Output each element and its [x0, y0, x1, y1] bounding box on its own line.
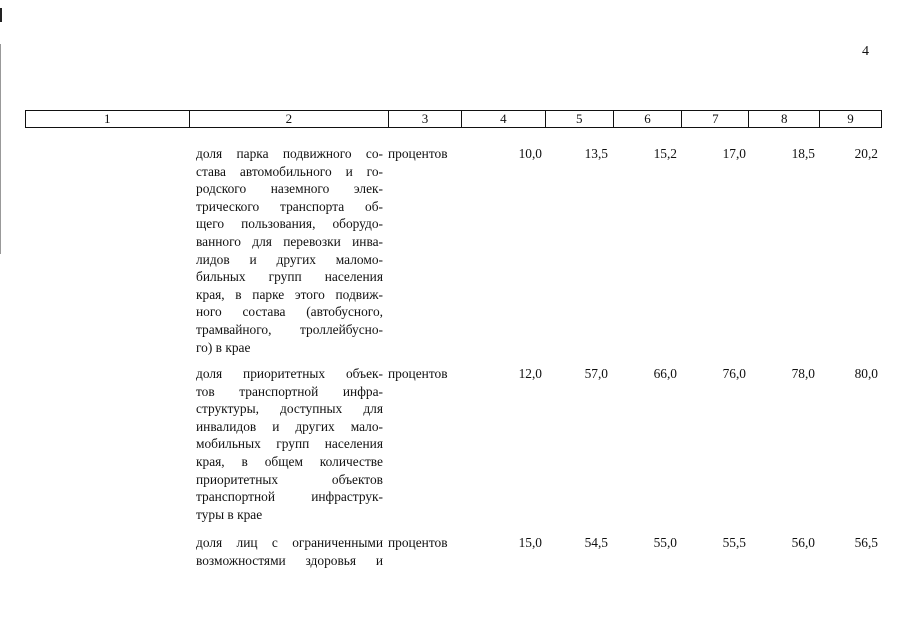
description-line: трамвайного, троллейбусно- [196, 321, 383, 337]
description-line: родского наземного элек- [196, 181, 383, 197]
description-line: края, в парке этого подвиж- [196, 286, 383, 302]
description-line: трического транспорта об- [196, 198, 383, 214]
header-col-8: 8 [749, 111, 820, 127]
description-line: лидов и других маломо- [196, 251, 383, 267]
page-number: 4 [862, 44, 869, 59]
header-col-1: 1 [26, 111, 190, 127]
value-col-5: 57,0 [584, 366, 608, 381]
description-line: доля приоритетных объек- [196, 366, 383, 381]
description-line: бильных групп населения [196, 269, 383, 285]
header-col-6: 6 [614, 111, 683, 127]
value-col-6: 15,2 [653, 146, 677, 161]
description-line: става автомобильного и го- [196, 163, 383, 179]
edge-line [0, 44, 1, 254]
header-col-5: 5 [546, 111, 614, 127]
description-line: туры в крае [196, 506, 263, 522]
value-col-4: 10,0 [518, 146, 542, 161]
table-header-row [25, 110, 882, 128]
value-col-7: 55,5 [722, 535, 746, 550]
value-col-9: 80,0 [854, 366, 878, 381]
description-line: приоритетных объектов [196, 471, 383, 487]
value-col-5: 13,5 [584, 146, 608, 161]
value-col-4: 15,0 [518, 535, 542, 550]
value-col-9: 56,5 [854, 535, 878, 550]
value-col-5: 54,5 [584, 535, 608, 550]
value-col-9: 20,2 [854, 146, 878, 161]
description-line: доля лиц с ограниченными [196, 535, 383, 550]
description-line: края, в общем количестве [196, 453, 383, 469]
value-col-4: 12,0 [518, 366, 542, 381]
description-line: транспортной инфраструк- [196, 489, 383, 505]
header-col-3: 3 [389, 111, 462, 127]
description-line: го) в крае [196, 339, 251, 355]
header-col-4: 4 [462, 111, 546, 127]
description-line: ного состава (автобусного, [196, 304, 383, 320]
description-line: тов транспортной инфра- [196, 383, 383, 399]
row-description [196, 534, 383, 569]
edge-mark [0, 8, 2, 22]
row-description [196, 365, 383, 523]
unit-cell: процентов [388, 535, 448, 550]
value-col-7: 17,0 [722, 146, 746, 161]
description-line: щего пользования, оборудо- [196, 216, 383, 232]
value-col-8: 56,0 [791, 535, 815, 550]
row-description [196, 145, 383, 356]
unit-cell: процентов [388, 146, 448, 161]
description-line: мобильных групп населения [196, 436, 383, 452]
description-line: структуры, доступных для [196, 401, 383, 417]
value-col-8: 18,5 [791, 146, 815, 161]
description-line: ванного для перевозки инва- [196, 233, 383, 249]
description-line: доля парка подвижного со- [196, 146, 383, 161]
value-col-8: 78,0 [791, 366, 815, 381]
header-col-9: 9 [847, 111, 854, 126]
description-line: возможностями здоровья и [196, 552, 383, 568]
header-col-2: 2 [190, 111, 390, 127]
value-col-6: 66,0 [653, 366, 677, 381]
unit-cell: процентов [388, 366, 448, 381]
value-col-6: 55,0 [653, 535, 677, 550]
header-col-7: 7 [682, 111, 749, 127]
value-col-7: 76,0 [722, 366, 746, 381]
description-line: инвалидов и других мало- [196, 418, 383, 434]
